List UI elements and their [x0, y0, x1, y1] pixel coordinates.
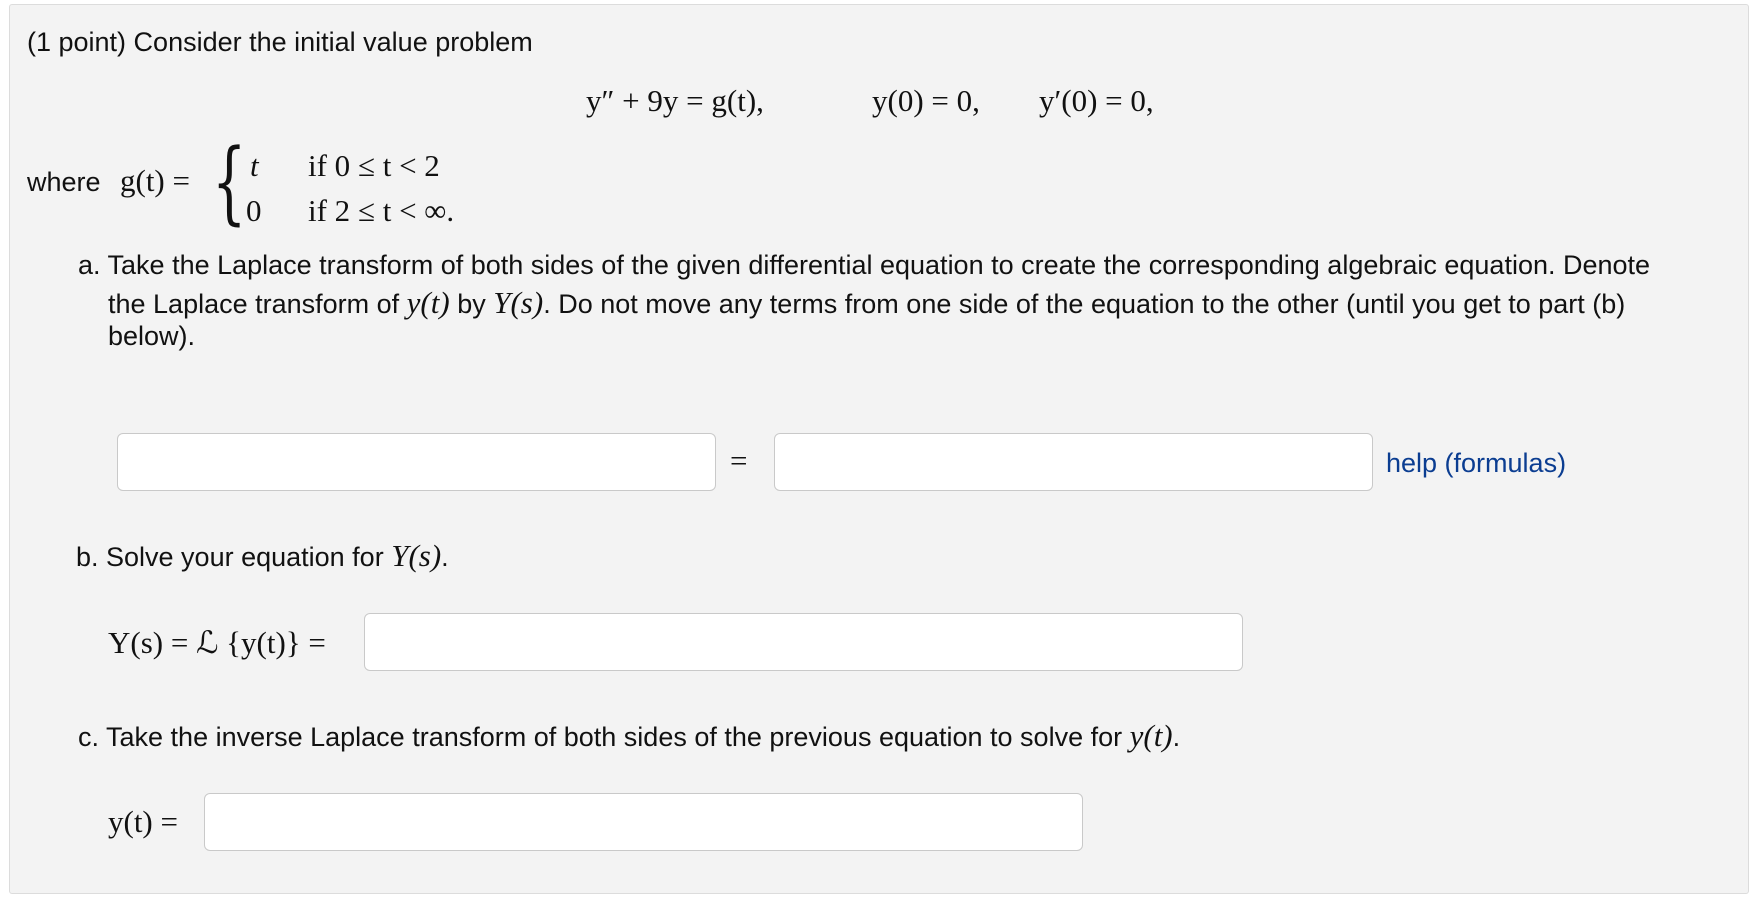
part-a-text-line3: below).: [108, 321, 196, 351]
problem-panel: [9, 4, 1749, 894]
equals-sign: =: [730, 443, 748, 478]
part-b-label: Y(s) = ℒ {y(t)} =: [108, 625, 326, 660]
g-definition: g(t) =: [120, 163, 190, 198]
laplace-rhs-input[interactable]: [774, 433, 1373, 491]
laplace-lhs-input[interactable]: [117, 433, 716, 491]
case-1-value: t: [250, 148, 259, 183]
case-2-value: 0: [246, 193, 262, 228]
left-brace: {: [212, 130, 247, 235]
part-a-text-line1: a. Take the Laplace transform of both sides of the given differential equation to create the corresponding algebraic equation. Denote: [78, 250, 1651, 280]
part-b-text: b. Solve your equation for Y(s).: [76, 538, 449, 573]
part-c-text: c. Take the inverse Laplace transform of both sides of the previous equation to solve for y(t).: [78, 718, 1181, 753]
help-formulas-link[interactable]: help (formulas): [1386, 448, 1567, 478]
ode-equation: y″ + 9y = g(t),: [586, 83, 764, 118]
part-a-text-line2: the Laplace transform of y(t) by Y(s). Do not move any terms from one side of the equation to the other (until you get to part (b): [108, 285, 1626, 320]
initial-condition-2: y′(0) = 0,: [1039, 83, 1154, 118]
where-label: where: [27, 167, 101, 197]
y-of-t-input[interactable]: [204, 793, 1083, 851]
Y-of-s-input[interactable]: [364, 613, 1243, 671]
case-2-condition: if 2 ≤ t < ∞.: [308, 193, 455, 228]
initial-condition-1: y(0) = 0,: [872, 83, 980, 118]
problem-intro: (1 point) Consider the initial value problem: [27, 27, 533, 57]
part-c-label: y(t) =: [108, 804, 178, 839]
case-1-condition: if 0 ≤ t < 2: [308, 148, 440, 183]
